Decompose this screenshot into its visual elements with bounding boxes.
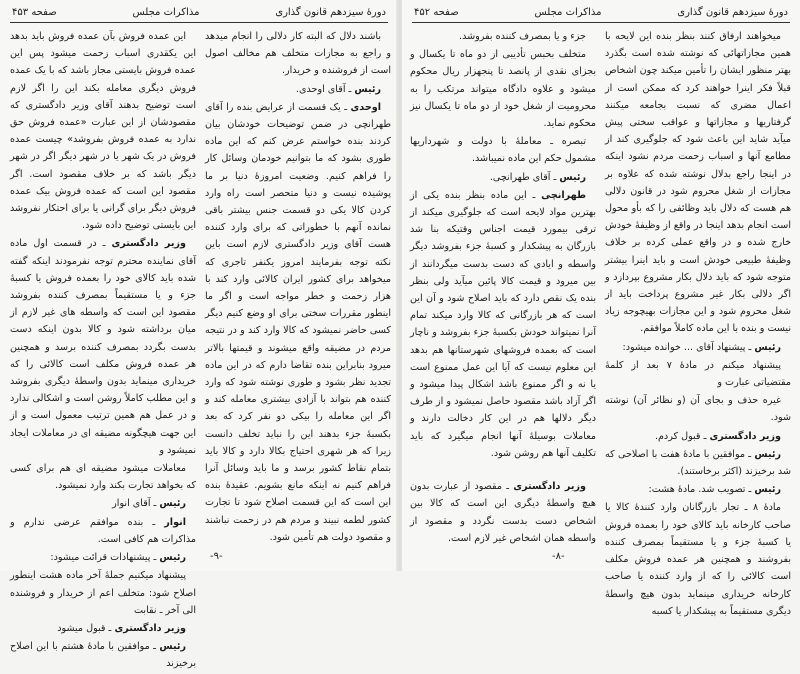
paragraph — [10, 638, 196, 672]
paragraph-text: ـ موافقین با مادهٔ هفت با اصلاحی که شد برخیزند (اکثر برخاستند). — [605, 448, 791, 478]
paragraph — [10, 495, 196, 512]
page-label: صفحه ۴۵۲ — [414, 6, 459, 18]
center-title: مذاکرات مجلس — [132, 6, 200, 18]
header-rule — [412, 22, 790, 23]
speaker-name: اوحدی — [350, 101, 381, 113]
column — [205, 28, 391, 548]
paragraph-text: ـ تصویب شد. مادهٔ هشت: — [648, 484, 755, 496]
speaker-name: رئیس — [159, 641, 186, 653]
paragraph-text: پیشنهاد میکنم در مادهٔ ۷ بعد از کلمهٔ مقتضیاتی عبارت و — [605, 359, 791, 389]
speaker-name: رئیس — [159, 498, 186, 510]
speaker-name: رئیس — [159, 552, 186, 564]
paragraph-text: ـ پیشنهاد آقای ... خوانده میشود: — [622, 341, 755, 353]
speaker-name: وزیر دادگستری — [114, 622, 186, 634]
paragraph-text: ـ آقای طهرانچی. — [489, 171, 560, 183]
paragraph — [410, 187, 596, 462]
paragraph — [410, 478, 596, 547]
paragraph — [410, 28, 596, 45]
paragraph-text: ـ آقای اوحدی. — [295, 83, 355, 95]
speaker-name: رئیس — [559, 171, 586, 183]
paragraph-text: ـ آقای انوار — [112, 498, 160, 510]
paragraph — [605, 28, 791, 338]
speaker-name: وزیر دادگستری — [513, 481, 586, 493]
page-number: -۸- — [552, 551, 565, 562]
paragraph — [205, 81, 391, 98]
paragraph — [605, 499, 791, 619]
paragraph-text: ـ مقصود از عبارت بدون هیچ واسطهٔ دیگری این است که کالا بین اشخاص دست بدست نگردد و مقصود از واسطه همان اشخاص غیر لازم است. — [410, 481, 596, 544]
paragraph — [205, 99, 391, 546]
speaker-name: رئیس — [754, 448, 781, 460]
column — [605, 28, 791, 617]
paragraph-text: ـ یک قسمت از عرایض بنده را آقای طهرانچی در ضمن توضیحات خودشان بیان کردند بنده خواستم عرض کنم که این ماده طوری بشود که ما بتوانیم خودمان وسائل کار را فراهم کنیم. وضعیت امروزهٔ دنیا بر ما پوشیده نیست و دنیا متحصر است راه وارد کردن کالا یکی دو قسمت جنس بیشتر باقی نمانده آنهم با خطوراتی که برای وارد کننده هست آقای وزیر دادگستری لازم است باین نکته توجه بفرمایند امروز یکنفر تاجری که میخواهد برای کشور ایران کالائی وارد کند با هزار زحمت و خطر مواجه است و اگر ما اینطور مقررات سختی برای او وضع کنیم دیگر کسی حاضر نمیشود که کالا وارد کند و در نتیجه مردم در مضیقه واقع میشوند و قیمتها بالاتر میرود بنابراین بنده تقاضا دارم که در این ماده تجدید نظر بشود و طوری نوشته شود که وارد کننده هم بتواند با آزادی بیشتری معامله کند و اگر این معامله را بیکی دو نفر کرد که بعد بکسبهٔ جزء بدهند این را نباید تخلف دانست زیرا که هر شهری احتیاج بکالا دارد و کالا باید بتمام نقاط کشور برسد و ما باید وسائل آنرا فراهم کنیم نه اینکه مانع بشویم. عقیدهٔ بنده این است که این قسمت اصلاح شود تا تجارت کشور لطمه نبیند و مردم هم در زحمت نباشند و مقصود دولت هم تأمین شود. — [205, 101, 391, 543]
paragraph-text: مادهٔ ۸ ـ تجار بازرگانان وارد کنندهٔ کالا یا صاحب کارخانه باید کالای خود را بعمده فروش یا کسبهٔ جزء و یا مستقیماً بمصرف کننده بفروشند و همچنین هر عمده فروش مکلف است کالائی را که از وارد کننده یا صاحب کارخانه خریداری مینماید بدون هیچ واسطهٔ دیگری مستقیماً به پیشکدار یا کسبه — [605, 502, 791, 617]
left-page-header — [12, 4, 386, 20]
paragraph-text: این عمده فروش بآن عمده فروش باید بدهد این یکقدری اسباب زحمت میشود پس این عمده فروش بایستی مجاز باشد که با یک عمده فروش دیگری معامله بکند این را اگر لازم است توضیح بدهند آقای وزیر دادگستری که مقصودشان از این عبارت «عمده فروش حق ندارد به عمده فروش بفروشد» چیست عمده فروش در یک شهر یا در شهر دیگر اگر در شهر دیگر باشد که بر خلاف مقصود است. اگر مقصود این است که عمده فروش بیک عمده فروش دیگر برای گرانی یا برای احتکار نفروشد این بایستی توضیح داده شود. — [10, 31, 196, 232]
speaker-name: رئیس — [354, 83, 381, 95]
paragraph-text: غیره حذف و بجای آن (و نظائر آن) نوشته شود. — [605, 395, 791, 424]
paragraph-text: میخواهند ارفاق کنند بنظر بنده این لایحه با همین مجازاتهائی که نوشته شده است بگذرد بهتر منظور ایشان را تأمین میکند چون اشخاص قبلاً فکر اینرا خواهند کرد که ممکن است از اعمال مضری که نسبت بجامعه میکنند گرفتاریها و مجازاتها و عواقب سختی پیش میآید شاید این باعث شود که جلوگیری کند از مطامع آنها و اسباب زحمت مردم نشود اینکه در اینجا راجع بدلال نوشته شده که علاوه بر مجازات از شغل محروم شود در قانون دلالی هم هست که دلال باید وظائفی را که بأو محول است انجام بدهد اینجا در واقع از وظیفهٔ خودش خارج شده و در واقع عملی کرده بر خلاف وظیفهٔ طبیعی خودش است و باید اینرا بیشتر متوجه شود که باید دلال بکار مشروع بپردازد و اگر دلالی بکار غیر مشروع پرداخت باید از شغل محروم شود و این مجازات بهیچوجه زیاد نیست و بنده با این ماده کاملاً موافقم. — [605, 31, 791, 335]
column — [410, 28, 596, 548]
paragraph-text: ـ قبول میشود — [57, 622, 115, 634]
speaker-name: رئیس — [754, 484, 781, 496]
paragraph-text: معاملات میشود مضیقه ای هم برای کسی که بخواهد تجارت بکند وارد نمیشود. — [10, 463, 196, 492]
right-page-header — [414, 4, 788, 20]
paragraph — [10, 514, 196, 548]
paragraph-text: باشند دلال که البته کار دلالی را انجام میدهد و راجع به مجازات متخلف هم مخالف اصول است از فروشنده و خریدار. — [205, 31, 391, 77]
paragraph-text: جزء و یا بمصرف کننده بفروشد. — [459, 31, 586, 42]
paragraph-text: تبصره ـ معاملهٔ با دولت و شهرداریها مشمول حکم این ماده نمیباشد. — [410, 136, 596, 165]
paragraph-text: متخلف بحبس تأدیبی از دو ماه تا یکسال و بجزای نقدی از پانصد تا پنجهزار ریال محکوم میشود و علاوه دادگاه میتواند مرتکب را به محرومیت از شغل خود از دو ماه تا یکسال نیز محکوم نماید. — [410, 49, 596, 130]
paragraph — [205, 28, 391, 80]
running-title: دورهٔ سیزدهم قانون گذاری — [275, 6, 386, 18]
speaker-name: انوار — [164, 516, 186, 528]
paragraph-text: پیشنهاد میکنیم جملهٔ آخر ماده هشت اینطور اصلاح شود: متخلف اعم از خریدار و فروشنده الی آخر ـ نقابت — [10, 570, 196, 616]
paragraph — [605, 428, 791, 445]
speaker-name: وزیر دادگستری — [709, 430, 781, 442]
paragraph-text: ـ قبول کردم. — [654, 430, 710, 442]
paragraph — [605, 339, 791, 356]
page-number: -۹- — [210, 551, 223, 562]
speaker-name: طهرانچی — [541, 189, 586, 201]
paragraph-text: ـ موافقین با مادهٔ هشتم با این اصلاح برخیزند — [10, 641, 196, 670]
paragraph-text: ـ پیشنهادات قرائت میشود: — [50, 552, 160, 564]
paragraph — [410, 169, 596, 186]
speaker-name: وزیر دادگستری — [111, 238, 186, 250]
paragraph — [10, 567, 196, 619]
paragraph — [10, 549, 196, 566]
paragraph — [10, 235, 196, 459]
paragraph-text: ـ این ماده بنظر بنده یکی از بهترین مواد لایحه است که جلوگیری میکند از ترقی بیمورد قیمت اجناس وقتیکه بنا شد بازرگان به پیشکدار و کسبهٔ جزء بفروشد دیگر واسطه و ایادی که دست بدست میگردانند از بین میرود و قیمت کالا پائین میآید ولی بنظر بنده یک نقص دارد که باید اصلاح شود و آن این است که هر بازرگانی که کالا وارد میکند تمام آنرا نمیتواند خودش بکسبهٔ جزء بفروشد و ناچار است که بعمده فروشهای شهرستانها هم بدهد این معلوم نیست که آیا این عمل ممنوع است یا نه و اگر ممنوع باشد اشکال پیدا میشود و اگر آزاد باشد مقصود حاصل نمیشود و از طرف دیگر دلالها هم در این کار دخالت دارند و معاملات بوسیلهٔ آنها انجام میگیرد که باید تکلیف آنها هم روشن شود. — [410, 189, 596, 459]
page-label: صفحه ۴۵۳ — [12, 6, 57, 18]
left-page — [0, 0, 398, 670]
paragraph — [605, 481, 791, 498]
paragraph — [605, 357, 791, 391]
paragraph — [410, 133, 596, 167]
paragraph — [10, 460, 196, 494]
paragraph — [605, 446, 791, 480]
column — [10, 28, 196, 670]
paragraph-text: ـ بنده موافقم عرضی ندارم و مذاکرات هم کافی است. — [10, 516, 196, 545]
paragraph — [10, 28, 196, 234]
speaker-name: رئیس — [754, 341, 781, 353]
paragraph — [10, 620, 196, 637]
center-title: مذاکرات مجلس — [534, 6, 602, 18]
header-rule — [10, 22, 388, 23]
paragraph — [410, 46, 596, 132]
paragraph — [605, 392, 791, 426]
right-page — [402, 0, 800, 617]
running-title: دورهٔ سیزدهم قانون گذاری — [677, 6, 788, 18]
paragraph-text: ـ در قسمت اول ماده آقای نماینده محترم توجه نفرمودند اینکه گفته شده باید کالای خود را بعمده فروش یا کسبهٔ جزء و یا مستقیماً بمصرف کننده بفروشد مقصود این است که واسطه های غیر لازم از میان برداشته شود و کالا بدون اینکه دست بدست بگردد بمصرف کننده برسد و همچنین هر عمده فروش مکلف است کالائی را که خریداری مینماید بدون واسطهٔ دیگری بفروشد و این مطلب کاملاً روشن است و اشکالی ندارد و در عمل هم همین ترتیب معمول است و از این جهت هیچگونه مضیقه ای در معاملات ایجاد نمیشود و — [10, 238, 196, 456]
